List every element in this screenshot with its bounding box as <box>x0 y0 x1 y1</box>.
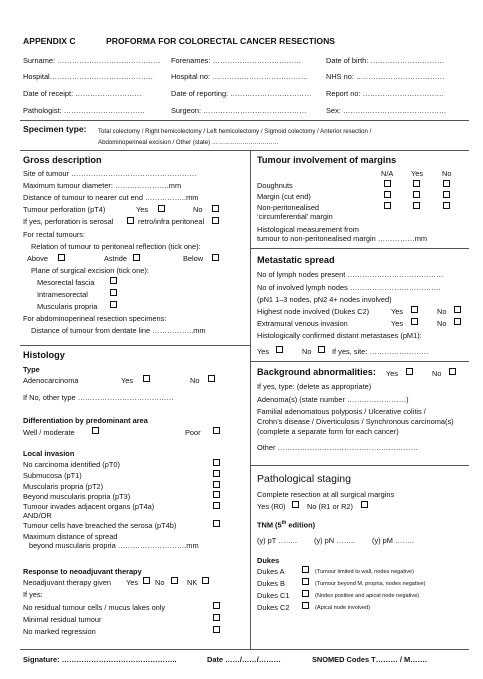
nk-label: NK <box>187 578 198 587</box>
invasion-checkbox[interactable] <box>213 502 220 509</box>
col-yes: Yes <box>411 169 424 178</box>
divider <box>20 345 250 346</box>
complete-resection-label: Complete resection at all surgical margins <box>257 490 395 499</box>
serosal-checkbox[interactable] <box>127 217 134 224</box>
astride-checkbox[interactable] <box>133 254 140 261</box>
circ-yes-checkbox[interactable] <box>413 202 420 209</box>
metastatic-heading: Metastatic spread <box>257 255 335 265</box>
pt-field[interactable]: (y) pT …….. <box>257 536 298 545</box>
background-no-checkbox[interactable] <box>449 368 456 375</box>
local-invasion-label: Local invasion <box>23 449 75 458</box>
yes-label: Yes <box>391 307 404 316</box>
well-moderate-label: Well / moderate <box>23 428 75 437</box>
surgeon-field[interactable]: Surgeon: …………………………………… <box>171 106 307 115</box>
yes-label: Yes <box>136 205 149 214</box>
no-label: No <box>302 347 312 356</box>
yes-label: Yes <box>386 369 399 378</box>
dukes-c2-checkbox[interactable] <box>302 602 309 609</box>
circ-margin-label: ‘circumferential’ margin <box>257 212 333 221</box>
plane-label: Plane of surgical excision (tick one): <box>31 266 149 275</box>
doughnuts-no-checkbox[interactable] <box>443 180 450 187</box>
gross-heading: Gross description <box>23 155 102 165</box>
r1-checkbox[interactable] <box>361 501 368 508</box>
dukes-label: Dukes <box>257 556 280 565</box>
differentiation-label: Differentiation by predominant area <box>23 416 148 425</box>
background-other-field[interactable]: Other ………………………………………………… <box>257 443 418 452</box>
r1-label: No (R1 or R2) <box>307 502 353 511</box>
hospital-field[interactable]: Hospital…………………………………… <box>23 72 154 81</box>
perforation-yes-checkbox[interactable] <box>158 205 165 212</box>
max-spread-label: Maximum distance of spread <box>23 532 118 541</box>
poor-checkbox[interactable] <box>213 427 220 434</box>
retro-label: retro/infra peritoneal <box>138 217 205 226</box>
dukes-row-note: (Nodes positive and apical node negative) <box>315 593 420 599</box>
background-yes-checkbox[interactable] <box>406 368 413 375</box>
nhs-no-field[interactable]: NHS no: ……………………………… <box>326 72 445 81</box>
background-heading: Background abnormalities: <box>257 367 376 377</box>
ape-label: For abdominoperineal resection specimens: <box>23 314 167 323</box>
adeno-no-checkbox[interactable] <box>208 375 215 382</box>
divider <box>20 649 469 650</box>
cut-end-na-checkbox[interactable] <box>384 191 391 198</box>
background-if-yes: If yes, type: (delete as appropriate) <box>257 382 372 391</box>
invasion-option: Beyond muscularis propria (pT3) <box>23 492 131 501</box>
dukes-row-label: Dukes C1 <box>257 591 290 600</box>
dukes-row-note: (Apical node involved) <box>315 605 371 611</box>
below-label: Below <box>183 254 204 263</box>
date-reporting-field[interactable]: Date of reporting: …………………………… <box>171 89 312 98</box>
pn-note: (pN1 1–3 nodes, pN2 4+ nodes involved) <box>257 295 392 304</box>
signature-field[interactable]: Signature: ……………………………………….. <box>23 655 177 664</box>
extramural-no-checkbox[interactable] <box>454 318 461 325</box>
astride-label: Astride <box>104 254 128 263</box>
invasion-option: Submucosa (pT1) <box>23 471 82 480</box>
dentate-distance-field[interactable]: Distance of tumour from dentate line ……………..mm <box>31 326 206 335</box>
extramural-yes-checkbox[interactable] <box>411 318 418 325</box>
yes-label: Yes <box>126 578 139 587</box>
familial-line-2: Crohn’s disease / Diverticulosis / Synchronous carcinoma(s) <box>257 417 454 426</box>
col-no: No <box>442 169 452 178</box>
neo-option-checkbox[interactable] <box>213 602 220 609</box>
divider <box>250 248 469 249</box>
no-label: No <box>432 369 442 378</box>
sex-field[interactable]: Sex: …………………………………… <box>326 106 447 115</box>
neo-option: No marked regression <box>23 627 96 636</box>
serosa-checkbox[interactable] <box>213 520 220 527</box>
muscularis-checkbox[interactable] <box>110 301 117 308</box>
surname-field[interactable]: Surname: …………………………………… <box>23 56 161 65</box>
invasion-checkbox[interactable] <box>213 470 220 477</box>
max-spread-field[interactable]: beyond muscularis propria ……………………….mm <box>29 541 199 550</box>
intramesorectal-label: Intramesorectal <box>37 290 88 299</box>
highest-node-label: Highest node involved (Dukes C2) <box>257 307 370 316</box>
margin-row-doughnuts: Doughnuts <box>257 181 293 190</box>
neo-no-checkbox[interactable] <box>171 577 178 584</box>
distance-cut-end-field[interactable]: Distance of tumour to nearer cut end ……………..mm <box>23 193 199 202</box>
divider <box>250 465 469 466</box>
forenames-field[interactable]: Forenames: ……………………………… <box>171 56 302 65</box>
dukes-row-note: (Tumour beyond M. propria, nodes negative) <box>315 581 426 587</box>
column-divider <box>250 150 251 649</box>
doughnuts-yes-checkbox[interactable] <box>413 180 420 187</box>
specimen-type-options-1[interactable]: Total colectomy / Right hemicolectomy / Left hemicolectomy / Sigmoid colectomy / Anterior resection / <box>98 128 372 135</box>
neo-option-checkbox[interactable] <box>213 626 220 633</box>
dukes-row-note: (Tumour limited to wall, nodes negative) <box>315 569 414 575</box>
invasion-checkbox[interactable] <box>213 459 220 466</box>
histology-heading: Histology <box>23 350 65 360</box>
cut-end-yes-checkbox[interactable] <box>413 191 420 198</box>
neo-option-checkbox[interactable] <box>213 614 220 621</box>
pn-field[interactable]: (y) pN …….. <box>314 536 356 545</box>
adenoma-field[interactable]: Adenoma(s) (state number ……………………) <box>257 395 409 404</box>
nodes-present-field[interactable]: No of lymph nodes present ………………………………… <box>257 270 444 279</box>
neo-given-label: Neoadjuvant therapy given <box>23 578 111 587</box>
snomed-field[interactable]: SNOMED Codes T……… / M……. <box>312 655 427 664</box>
highest-node-yes-checkbox[interactable] <box>411 306 418 313</box>
circ-no-checkbox[interactable] <box>443 202 450 209</box>
extramural-label: Extramural venous invasion <box>257 319 348 328</box>
highest-node-no-checkbox[interactable] <box>454 306 461 313</box>
no-label: No <box>193 205 203 214</box>
well-moderate-checkbox[interactable] <box>92 427 99 434</box>
hospital-no-field[interactable]: Hospital no: ………………………………… <box>171 72 309 81</box>
dukes-row-label: Dukes B <box>257 579 285 588</box>
poor-label: Poor <box>185 428 201 437</box>
familial-line-3: (complete a separate form for each cancer) <box>257 427 399 436</box>
invasion-option: Muscularis propria (pT2) <box>23 482 104 491</box>
serosa-label: Tumour cells have breached the serosa (pT4b) <box>23 521 177 530</box>
retro-checkbox[interactable] <box>212 217 219 224</box>
yes-label: Yes <box>391 319 404 328</box>
margins-heading: Tumour involvement of margins <box>257 155 397 165</box>
circ-na-checkbox[interactable] <box>384 202 391 209</box>
appendix-label: APPENDIX C <box>23 36 76 46</box>
above-label: Above <box>27 254 48 263</box>
cut-end-no-checkbox[interactable] <box>443 191 450 198</box>
familial-line-1: Familial adenomatous polyposis / Ulcerative colitis / <box>257 407 426 416</box>
adeno-label: Adenocarcinoma <box>23 376 79 385</box>
yes-label: Yes <box>121 376 134 385</box>
r0-checkbox[interactable] <box>292 501 299 508</box>
neo-option: Minimal residual tumour <box>23 615 102 624</box>
neo-option: No residual tumour cells / mucus lakes only <box>23 603 166 612</box>
andor-label: AND/OR <box>23 511 52 520</box>
pathologist-field[interactable]: Pathologist: …………………………… <box>23 106 145 115</box>
distant-mets-label: Histologically confirmed distant metastases (pM1): <box>257 331 422 340</box>
tnm-label: TNM (5th edition) <box>257 520 316 530</box>
if-yes-label: If yes: <box>23 590 43 599</box>
dukes-a-checkbox[interactable] <box>302 566 309 573</box>
invasion-option: No carcinoma identified (pT0) <box>23 460 120 469</box>
divider <box>20 150 469 151</box>
dob-field[interactable]: Date of birth: ………………………… <box>326 56 445 65</box>
specimen-type-label: Specimen type: <box>23 124 87 134</box>
col-na: N/A <box>381 169 394 178</box>
adeno-yes-checkbox[interactable] <box>143 375 150 382</box>
mesorectal-label: Mesorectal fascia <box>37 278 95 287</box>
invasion-option: Tumour invades adjacent organs (pT4a) <box>23 502 155 511</box>
max-diameter-field[interactable]: Maximum tumour diameter: ………………….mm <box>23 181 182 190</box>
no-label: No <box>437 319 447 328</box>
intramesorectal-checkbox[interactable] <box>110 289 117 296</box>
type-label: Type <box>23 365 40 374</box>
invasion-checkbox[interactable] <box>213 491 220 498</box>
neoadjuvant-label: Response to neoadjuvant therapy <box>23 567 142 576</box>
no-label: No <box>155 578 165 587</box>
r0-label: Yes (R0) <box>257 502 286 511</box>
divider <box>20 120 469 121</box>
staging-heading: Pathological staging <box>257 473 351 485</box>
relation-label: Relation of tumour to peritoneal reflection (tick one): <box>31 242 201 251</box>
hist-measurement-field[interactable]: tumour to non-peritonealised margin ……………mm <box>257 234 428 243</box>
margin-row-cut-end: Margin (cut end) <box>257 192 311 201</box>
date-field[interactable]: Date ……/……/……… <box>207 655 281 664</box>
pm-field[interactable]: (y) pM …….. <box>372 536 414 545</box>
mesorectal-checkbox[interactable] <box>110 277 117 284</box>
other-type-field[interactable]: If No, other type ………………………………… <box>23 393 174 402</box>
date-receipt-field[interactable]: Date of receipt: ……………………… <box>23 89 142 98</box>
rectal-label: For rectal tumours: <box>23 230 86 239</box>
doughnuts-na-checkbox[interactable] <box>384 180 391 187</box>
invasion-checkbox[interactable] <box>213 481 220 488</box>
hist-measurement-label: Histological measurement from <box>257 225 359 234</box>
dukes-row-label: Dukes C2 <box>257 603 290 612</box>
dukes-c1-checkbox[interactable] <box>302 590 309 597</box>
neo-nk-checkbox[interactable] <box>202 577 209 584</box>
dukes-row-label: Dukes A <box>257 567 285 576</box>
report-no-field[interactable]: Report no: …………………………… <box>326 89 444 98</box>
below-checkbox[interactable] <box>212 254 219 261</box>
above-checkbox[interactable] <box>58 254 65 261</box>
perforation-serosal-label: If yes, perforation is serosal <box>23 217 114 226</box>
no-label: No <box>437 307 447 316</box>
site-field[interactable]: Site of tumour …………………………………………… <box>23 169 197 178</box>
distant-site-field[interactable]: If yes, site: …………………… <box>332 347 429 356</box>
perforation-no-checkbox[interactable] <box>212 205 219 212</box>
yes-label: Yes <box>257 347 270 356</box>
nodes-involved-field[interactable]: No of involved lymph nodes ………………………………. <box>257 283 441 292</box>
distant-no-checkbox[interactable] <box>318 346 325 353</box>
muscularis-label: Muscularis propria <box>37 302 98 311</box>
dukes-b-checkbox[interactable] <box>302 578 309 585</box>
margin-row-circumferential: Non-peritonealised <box>257 203 320 212</box>
neo-yes-checkbox[interactable] <box>143 577 150 584</box>
no-label: No <box>190 376 200 385</box>
divider <box>250 361 469 362</box>
form-title: PROFORMA FOR COLORECTAL CANCER RESECTIONS <box>106 36 336 46</box>
perforation-label: Tumour perforation (pT4) <box>23 205 106 214</box>
distant-yes-checkbox[interactable] <box>276 346 283 353</box>
specimen-type-options-2[interactable]: Abdominoperineal excision / Other (state) …………………………… <box>98 139 279 146</box>
